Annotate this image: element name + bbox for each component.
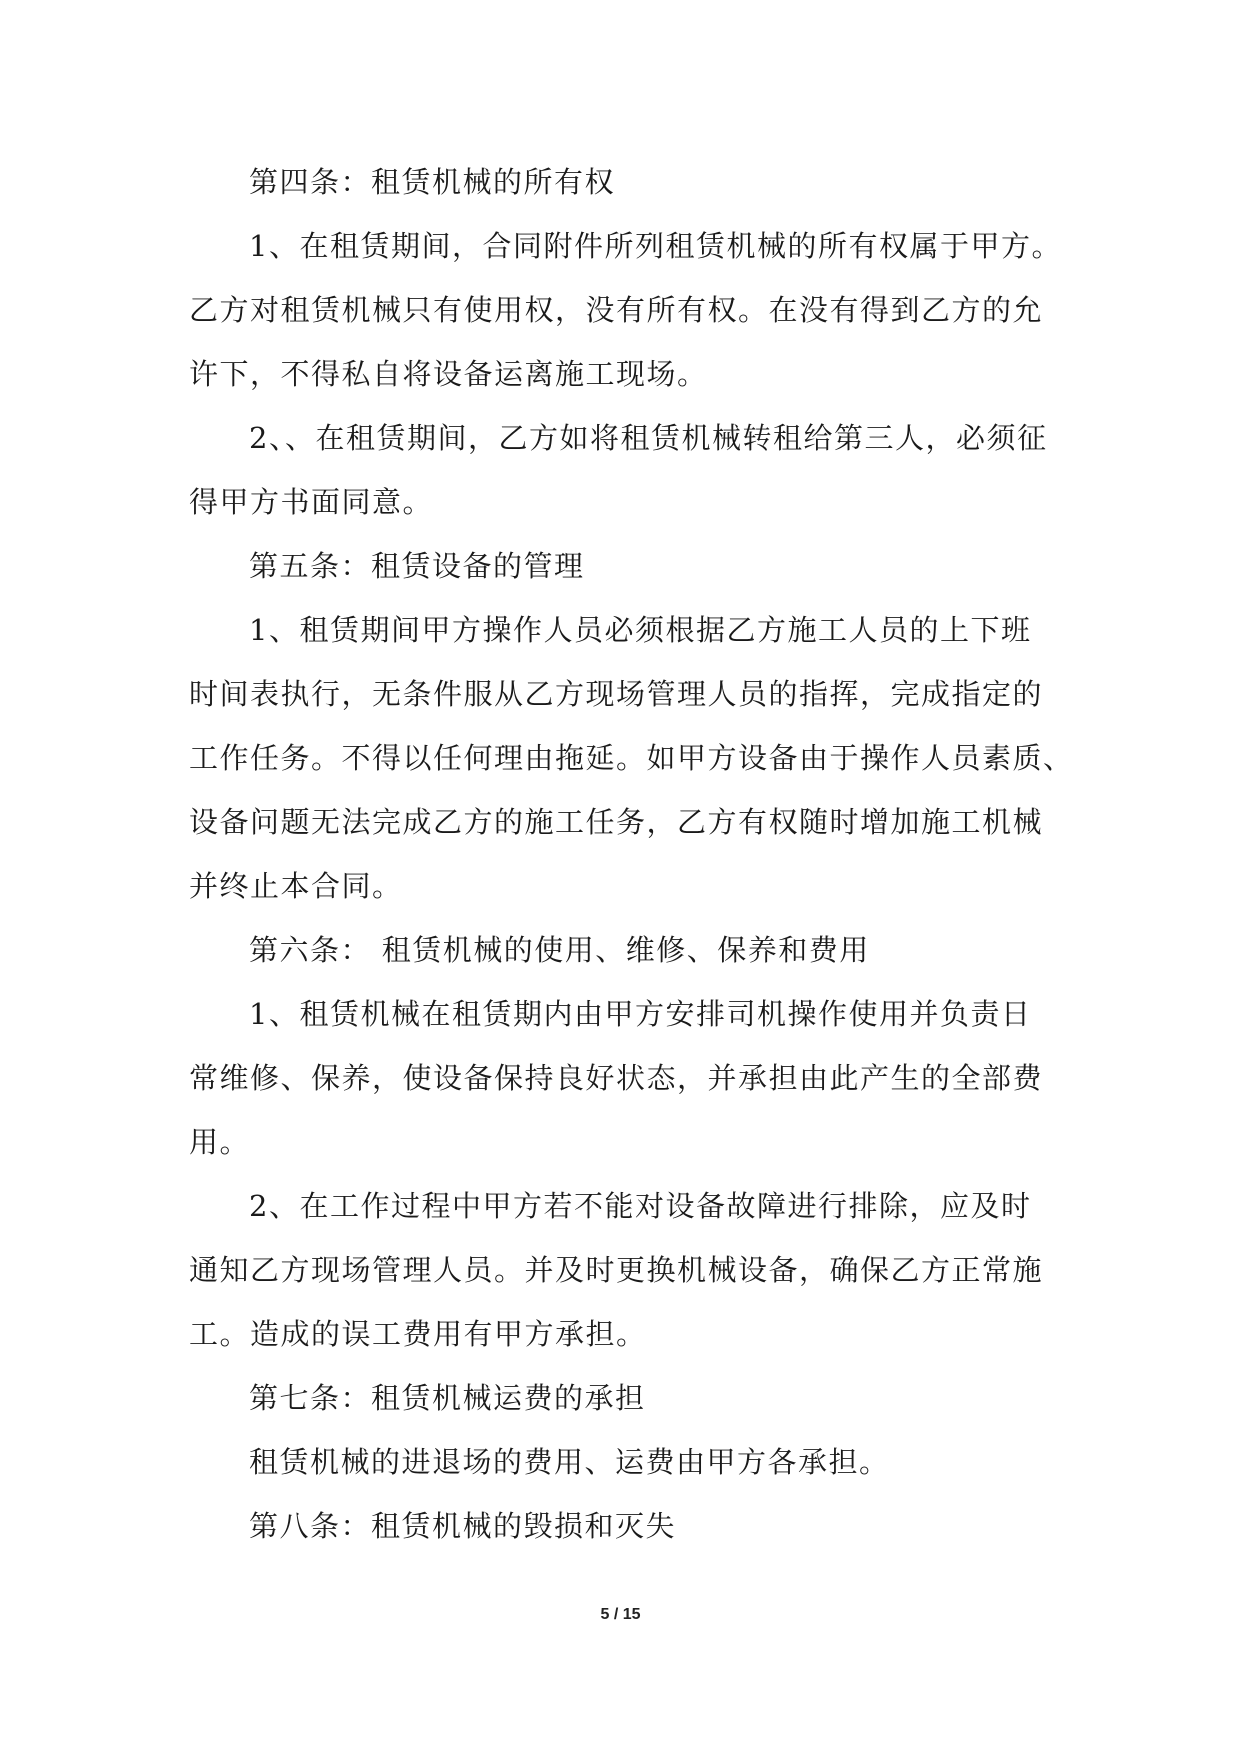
document-line: 1、租赁期间甲方操作人员必须根据乙方施工人员的上下班 — [249, 613, 1032, 647]
document-line: 工作任务。不得以任何理由拖延。如甲方设备由于操作人员素质、 — [189, 741, 1074, 775]
document-line: 用。 — [189, 1125, 251, 1159]
document-line: 许下，不得私自将设备运离施工现场。 — [189, 357, 708, 391]
page-number: 5 / 15 — [600, 1606, 641, 1623]
document-line: 租赁机械的进退场的费用、运费由甲方各承担。 — [249, 1445, 890, 1479]
document-line: 常维修、保养，使设备保持良好状态，并承担由此产生的全部费 — [189, 1061, 1044, 1095]
document-line: 第六条： 租赁机械的使用、维修、保养和费用 — [249, 933, 870, 967]
document-line: 第七条：租赁机械运费的承担 — [249, 1381, 646, 1415]
document-line: 设备问题无法完成乙方的施工任务，乙方有权随时增加施工机械 — [189, 805, 1044, 839]
document-line: 1、在租赁期间，合同附件所列租赁机械的所有权属于甲方。 — [249, 229, 1062, 263]
document-line: 第五条：租赁设备的管理 — [249, 549, 585, 583]
document-line: 并终止本合同。 — [189, 869, 403, 903]
document-line: 乙方对租赁机械只有使用权，没有所有权。在没有得到乙方的允 — [189, 293, 1044, 327]
document-body — [189, 150, 1074, 1558]
document-line: 工。造成的误工费用有甲方承担。 — [189, 1317, 647, 1351]
document-line: 时间表执行，无条件服从乙方现场管理人员的指挥，完成指定的 — [189, 677, 1044, 711]
document-line: 2、、在租赁期间，乙方如将租赁机械转租给第三人，必须征 — [249, 421, 1048, 455]
document-line: 第八条：租赁机械的毁损和灭失 — [249, 1509, 677, 1543]
document-line: 1、租赁机械在租赁期内由甲方安排司机操作使用并负责日 — [249, 997, 1032, 1031]
document-line: 通知乙方现场管理人员。并及时更换机械设备，确保乙方正常施 — [189, 1253, 1044, 1287]
document-line: 2、在工作过程中甲方若不能对设备故障进行排除，应及时 — [249, 1189, 1032, 1223]
document-line: 第四条：租赁机械的所有权 — [249, 165, 616, 199]
document-line: 得甲方书面同意。 — [189, 485, 434, 519]
